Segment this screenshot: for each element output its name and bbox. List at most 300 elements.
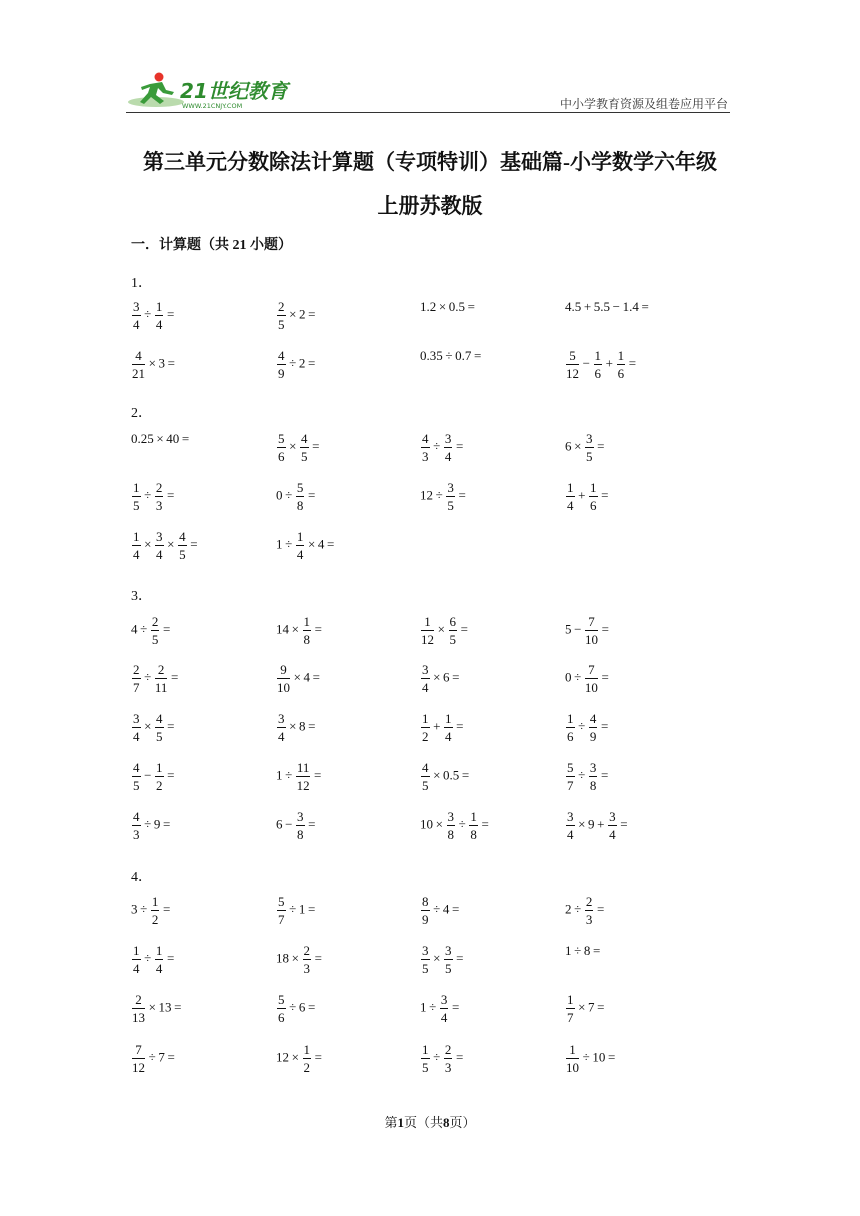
numerator: 4: [133, 760, 140, 775]
numerator: 4: [179, 529, 186, 544]
expr-token: ÷: [426, 999, 439, 1015]
expr-token: =: [305, 999, 318, 1015]
fraction: [566, 712, 575, 743]
numerator: 3: [133, 299, 140, 314]
calc-expression: [420, 349, 484, 362]
fraction: [132, 712, 141, 743]
expr-token: =: [598, 669, 612, 685]
calc-expression: [276, 712, 318, 743]
calc-expression: [565, 944, 603, 957]
numerator: 2: [133, 662, 140, 677]
denominator: 7: [133, 680, 140, 695]
calc-expression: [276, 432, 322, 463]
calc-expression: [276, 944, 325, 975]
header-divider: [126, 112, 730, 113]
numerator: 3: [447, 480, 454, 495]
calc-expression: [131, 530, 200, 561]
numerator: 5: [567, 760, 574, 775]
numerator: 5: [278, 894, 285, 909]
expr-token: 13: [158, 999, 172, 1015]
fraction: [132, 810, 141, 841]
expr-token: ×: [286, 438, 300, 454]
expr-token: =: [160, 901, 173, 917]
expr-token: =: [160, 816, 173, 832]
denominator: 4: [133, 961, 140, 976]
denominator: 12: [132, 1060, 145, 1075]
calc-expression: [565, 993, 607, 1024]
calc-expression: [420, 810, 491, 841]
expr-token: 6: [565, 438, 572, 454]
denominator: 21: [132, 366, 145, 381]
denominator: 4: [133, 547, 140, 562]
numerator: 4: [132, 349, 145, 365]
fraction: [303, 1043, 312, 1074]
numerator: 1: [133, 529, 140, 544]
logo-text: 21世纪教育: [180, 79, 288, 103]
denominator: 6: [617, 366, 625, 381]
numerator: 1: [617, 348, 625, 363]
expr-token: 14: [276, 621, 289, 637]
fraction: [444, 432, 453, 463]
numerator: 1: [594, 348, 602, 363]
denominator: 10: [566, 1060, 579, 1075]
expr-token: 1: [276, 767, 283, 783]
fraction: [446, 481, 455, 512]
question-number: 4．: [131, 870, 152, 885]
denominator: 8: [303, 632, 311, 647]
numerator: 1: [133, 943, 140, 958]
denominator: 4: [444, 449, 452, 464]
numerator: 2: [444, 1042, 452, 1057]
denominator: 4: [567, 498, 574, 513]
expr-token: 1: [420, 999, 427, 1015]
calc-expression: [420, 663, 462, 694]
numerator: 1: [566, 1043, 579, 1059]
expr-token: ×: [289, 950, 302, 966]
expr-token: =: [311, 767, 324, 783]
numerator: 5: [566, 349, 579, 365]
fraction: [585, 895, 594, 926]
denominator: 5: [151, 632, 159, 647]
expr-token: 6: [298, 999, 306, 1015]
page-footer: [0, 1112, 860, 1131]
calc-expression: [565, 712, 611, 743]
fraction: [585, 663, 598, 694]
denominator: 7: [567, 1010, 574, 1025]
fraction: [589, 481, 598, 512]
expr-token: 2: [565, 901, 572, 917]
calc-expression: [565, 895, 607, 926]
fraction: [566, 993, 575, 1024]
numerator: 1: [567, 992, 574, 1007]
expr-token: 7: [158, 1049, 165, 1065]
expr-token: =: [458, 621, 471, 637]
expr-token: ÷: [571, 943, 584, 958]
fraction: [155, 712, 164, 743]
expr-token: =: [453, 718, 467, 734]
denominator: 5: [586, 449, 593, 464]
expr-token: ÷: [141, 487, 154, 503]
numerator: 1: [567, 711, 574, 726]
numerator: 3: [447, 809, 455, 824]
expr-token: ÷: [282, 536, 295, 552]
fraction: [155, 530, 164, 561]
calc-expression: [565, 1043, 618, 1074]
fraction: [277, 895, 286, 926]
expr-token: +: [603, 355, 616, 371]
expr-token: =: [599, 621, 612, 637]
calc-expression: [420, 1043, 466, 1074]
denominator: 4: [133, 317, 140, 332]
denominator: 4: [156, 547, 163, 562]
numerator: 7: [132, 1043, 145, 1059]
numerator: 1: [470, 809, 477, 824]
expr-token: 0.7: [455, 348, 472, 363]
numerator: 3: [422, 662, 429, 677]
calc-expression: [420, 944, 466, 975]
numerator: 3: [567, 809, 574, 824]
fraction: [132, 761, 141, 792]
expr-token: 18: [276, 950, 289, 966]
fraction: [132, 300, 141, 331]
expr-token: ÷: [286, 355, 299, 371]
fraction: [421, 895, 430, 926]
expr-token: 4: [303, 669, 311, 685]
denominator: 2: [156, 778, 163, 793]
numerator: 1: [590, 480, 597, 495]
fraction: [421, 615, 434, 646]
numerator: 1: [422, 1042, 429, 1057]
numerator: 7: [585, 663, 598, 679]
expr-token: =: [164, 487, 177, 503]
expr-token: =: [594, 901, 607, 917]
numerator: 7: [585, 615, 598, 631]
expr-token: =: [312, 621, 325, 637]
calc-expression: [276, 663, 323, 694]
calc-expression: [420, 615, 471, 646]
expr-token: 4: [317, 536, 325, 552]
expr-token: ÷: [141, 306, 154, 322]
fraction: [277, 432, 286, 463]
fraction: [277, 712, 286, 743]
expr-token: 1: [276, 536, 283, 552]
expr-token: 9: [588, 816, 595, 832]
expr-token: 40: [166, 431, 180, 446]
numerator: 2: [155, 663, 168, 679]
denominator: 5: [422, 961, 429, 976]
expr-token: =: [459, 767, 472, 783]
calc-expression: [131, 895, 173, 926]
numerator: 1: [155, 943, 163, 958]
expr-token: ÷: [575, 767, 588, 783]
question-number: 1．: [131, 276, 152, 291]
numerator: 2: [585, 894, 593, 909]
numerator: 1: [422, 711, 429, 726]
calc-expression: [420, 993, 462, 1024]
fraction: [566, 761, 575, 792]
expr-token: ×: [153, 431, 167, 446]
expr-token: =: [312, 950, 325, 966]
expr-token: 10: [420, 816, 433, 832]
fraction: [303, 944, 312, 975]
fraction: [444, 712, 453, 743]
expr-token: =: [305, 901, 318, 917]
expr-token: 0.5: [448, 299, 466, 314]
numerator: 1: [303, 614, 311, 629]
expr-token: ×: [286, 306, 300, 322]
calc-expression: [131, 810, 173, 841]
fraction: [449, 615, 458, 646]
denominator: 7: [278, 912, 285, 927]
calc-expression: [420, 761, 472, 792]
expr-token: 2: [299, 306, 306, 322]
denominator: 6: [278, 449, 285, 464]
expr-token: ×: [141, 718, 155, 734]
expr-token: ÷: [282, 767, 295, 783]
numerator: 4: [301, 431, 308, 446]
fraction: [594, 349, 603, 380]
expr-token: =: [305, 718, 319, 734]
expr-token: =: [324, 536, 337, 552]
numerator: 3: [297, 809, 304, 824]
expr-token: 3: [158, 355, 166, 371]
expr-token: ÷: [433, 487, 446, 503]
fraction: [296, 761, 311, 792]
expr-token: 8: [583, 943, 591, 958]
expr-token: =: [478, 816, 492, 832]
fraction: [155, 761, 164, 792]
expr-token: ÷: [146, 1049, 159, 1065]
numerator: 3: [609, 809, 616, 824]
expr-token: =: [594, 438, 608, 454]
denominator: 8: [297, 827, 304, 842]
denominator: 9: [278, 366, 285, 381]
expr-token: ÷: [430, 1049, 443, 1065]
expr-token: −: [580, 355, 593, 371]
expr-token: ÷: [137, 901, 150, 917]
numerator: 6: [449, 614, 457, 629]
calc-expression: [565, 300, 651, 313]
calc-expression: [131, 712, 177, 743]
denominator: 10: [585, 632, 599, 647]
calc-expression: [131, 349, 178, 380]
denominator: 12: [296, 778, 310, 793]
expr-token: ÷: [137, 621, 150, 637]
fraction: [589, 712, 598, 743]
fraction: [277, 300, 286, 331]
fraction: [617, 349, 626, 380]
denominator: 4: [422, 680, 429, 695]
expr-token: 10: [592, 1049, 606, 1065]
expr-token: 1.4: [622, 299, 639, 314]
fraction: [421, 944, 430, 975]
footer-page-number: 1: [397, 1115, 404, 1130]
fraction: [421, 761, 430, 792]
logo-url: WWW.21CNJY.COM: [182, 102, 243, 110]
expr-token: =: [164, 718, 178, 734]
expr-token: 6: [276, 816, 283, 832]
numerator: 3: [278, 711, 285, 726]
denominator: 13: [132, 1010, 145, 1025]
expr-token: ÷: [571, 901, 584, 917]
page-title-line2: 上册苏教版: [377, 194, 483, 218]
fraction: [469, 810, 478, 841]
expr-token: =: [160, 621, 173, 637]
calc-expression: [276, 810, 318, 841]
fraction: [155, 481, 164, 512]
expr-token: 12: [420, 487, 433, 503]
denominator: 2: [303, 1060, 311, 1075]
expr-token: ×: [430, 950, 444, 966]
fraction: [132, 993, 145, 1024]
expr-token: 1: [565, 943, 572, 958]
calc-expression: [420, 432, 466, 463]
denominator: 2: [151, 912, 159, 927]
denominator: 5: [133, 778, 140, 793]
expr-token: ÷: [442, 348, 456, 363]
calc-expression: [565, 481, 611, 512]
expr-token: 4: [131, 621, 138, 637]
denominator: 7: [567, 778, 574, 793]
expr-token: =: [179, 431, 192, 446]
calc-expression: [565, 349, 639, 380]
calc-expression: [565, 810, 630, 841]
fraction: [277, 663, 290, 694]
calc-expression: [565, 663, 611, 694]
page-header: [126, 68, 730, 114]
numerator: 4: [589, 711, 597, 726]
calc-expression: [131, 1043, 177, 1074]
expr-token: ÷: [141, 669, 154, 685]
calc-expression: [276, 349, 318, 380]
denominator: 12: [566, 366, 579, 381]
fraction: [132, 663, 141, 694]
denominator: 9: [422, 912, 429, 927]
denominator: 4: [609, 827, 616, 842]
expr-token: =: [598, 718, 611, 734]
expr-token: =: [168, 669, 181, 685]
denominator: 8: [296, 498, 304, 513]
expr-token: 1: [298, 901, 306, 917]
expr-token: =: [453, 1049, 466, 1065]
expr-token: 0.25: [131, 431, 154, 446]
expr-token: 0.5: [443, 767, 460, 783]
expr-token: 4: [442, 901, 450, 917]
footer-post: 页）: [449, 1115, 476, 1130]
expr-token: =: [626, 355, 639, 371]
numerator: 4: [422, 431, 429, 446]
fraction: [132, 944, 141, 975]
expr-token: ×: [436, 299, 449, 314]
question-number: 3．: [131, 589, 152, 604]
expr-token: ÷: [141, 816, 154, 832]
denominator: 5: [179, 547, 186, 562]
numerator: 8: [422, 894, 429, 909]
expr-token: =: [598, 487, 612, 503]
logo-21cnjy-icon: [126, 68, 296, 112]
expr-token: ×: [141, 536, 155, 552]
numerator: 1: [421, 615, 434, 631]
question-number: 2．: [131, 406, 152, 421]
denominator: 3: [585, 912, 593, 927]
expr-token: ÷: [571, 669, 584, 685]
numerator: 2: [132, 993, 145, 1009]
footer-pre: 第: [384, 1115, 398, 1130]
denominator: 5: [445, 961, 452, 976]
expr-token: ÷: [282, 487, 295, 503]
calc-expression: [565, 432, 607, 463]
denominator: 3: [155, 498, 163, 513]
numerator: 3: [589, 760, 597, 775]
expr-token: ÷: [456, 816, 469, 832]
numerator: 5: [278, 431, 285, 446]
expr-token: ×: [291, 669, 304, 685]
fraction: [155, 300, 164, 331]
expr-token: ×: [575, 816, 589, 832]
denominator: 4: [567, 827, 574, 842]
fraction: [440, 993, 449, 1024]
fraction: [300, 432, 309, 463]
fraction: [566, 1043, 579, 1074]
numerator: 1: [445, 711, 452, 726]
expr-token: 0: [565, 669, 572, 685]
footer-mid: 页（共: [403, 1115, 443, 1130]
denominator: 5: [156, 729, 163, 744]
numerator: 3: [444, 431, 452, 446]
calc-expression: [565, 615, 612, 646]
fraction: [585, 432, 594, 463]
numerator: 3: [156, 529, 163, 544]
calc-expression: [420, 712, 466, 743]
expr-token: 1.2: [420, 299, 437, 314]
calc-expression: [131, 944, 177, 975]
expr-token: =: [164, 767, 178, 783]
page-title: 第三单元分数除法计算题（专项特训）基础篇-小学数学六年级: [143, 150, 717, 174]
expr-token: ×: [433, 816, 446, 832]
denominator: 9: [589, 729, 597, 744]
denominator: 2: [422, 729, 429, 744]
fraction: [566, 349, 579, 380]
fraction: [447, 810, 456, 841]
calc-expression: [131, 761, 177, 792]
fraction: [589, 761, 598, 792]
denominator: 5: [278, 317, 285, 332]
expr-token: ×: [575, 999, 589, 1015]
fraction: [132, 481, 141, 512]
numerator: 1: [303, 1042, 311, 1057]
expr-token: =: [605, 1049, 618, 1065]
fraction: [608, 810, 617, 841]
calc-expression: [565, 761, 611, 792]
numerator: 3: [440, 992, 448, 1007]
expr-token: =: [594, 999, 608, 1015]
denominator: 5: [301, 449, 308, 464]
calc-expression: [131, 663, 181, 694]
denominator: 5: [422, 1060, 429, 1075]
fraction: [277, 993, 286, 1024]
expr-token: =: [309, 438, 323, 454]
calc-expression: [276, 761, 324, 792]
calc-expression: [276, 1043, 325, 1074]
denominator: 4: [296, 547, 304, 562]
fraction: [132, 530, 141, 561]
numerator: 1: [567, 480, 574, 495]
expr-token: 5: [565, 621, 572, 637]
expr-token: =: [164, 1049, 178, 1065]
expr-token: ×: [435, 621, 448, 637]
expr-token: =: [187, 536, 201, 552]
calc-expression: [276, 615, 325, 646]
